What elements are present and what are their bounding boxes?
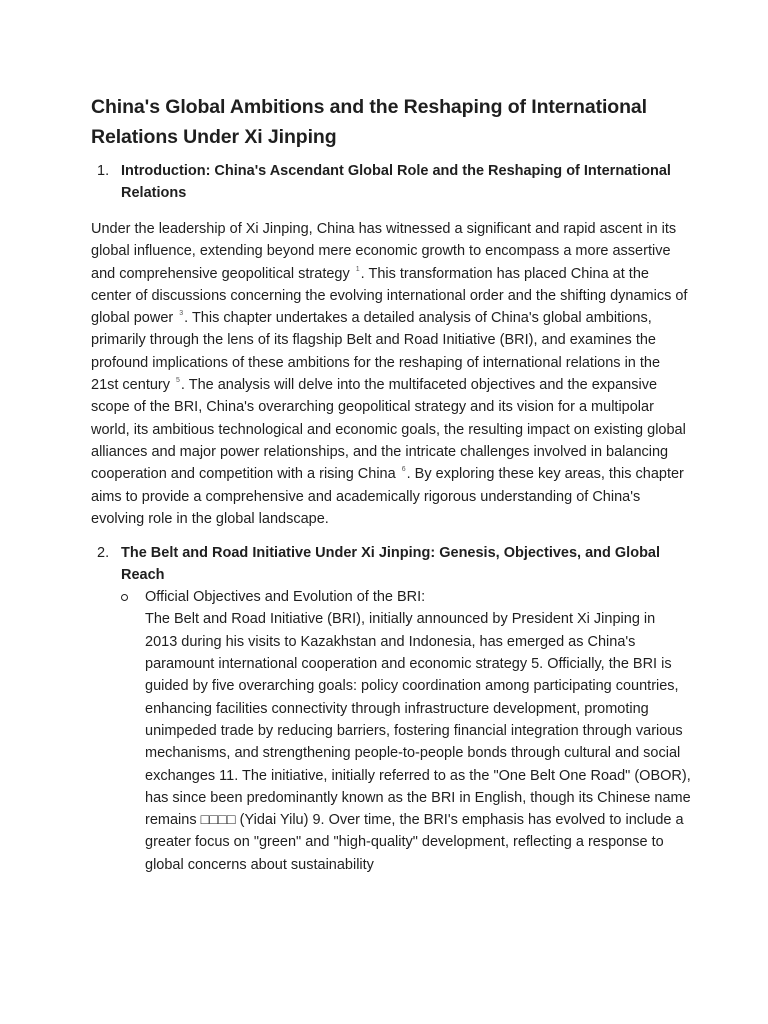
- section-1-title: Introduction: China's Ascendant Global Role and the Reshaping of International Relations: [121, 163, 671, 201]
- footnote-ref-1: 1: [355, 265, 360, 273]
- section-1-number: 1.: [97, 163, 110, 179]
- footnote-ref-3: 3: [179, 310, 184, 318]
- subitem-body: [145, 586, 691, 876]
- section-2-title: The Belt and Road Initiative Under Xi Jinping: Genesis, Objectives, and Global Reach: [121, 545, 661, 584]
- hollow-circle-bullet-icon: [121, 586, 145, 608]
- document-title: China's Global Ambitions and the Reshaping of International Relations Under Xi Jinping: [91, 96, 647, 148]
- section-2-heading: [91, 542, 691, 586]
- intro-text-4: . The analysis will delve into the multifaceted objectives and the expansive scope of the BRI, China's overarching geopolitical strategy and its vision for a multipolar world, its ambitious technological and economic goals, the resulting impact on existing global alliances and major power relationships, and the intricate challenges involved in balancing cooperation and competition with a rising China: [91, 377, 686, 483]
- subitem-text: The Belt and Road Initiative (BRI), initially announced by President Xi Jinping in 2013 during his visits to Kazakhstan and Indonesia, has emerged as China's paramount international cooperation and economic strategy 5. Officially, the BRI is guided by five overarching goals: policy coordination among participating countries, enhancing facilities connectivity through infrastructure development, promoting unimpeded trade by reducing barriers, fostering financial integration through various mechanisms, and strengthening people-to-people bonds through cultural and social exchanges 11. The initiative, initially referred to as the "One Belt One Road" (OBOR), has since been predominantly known as the BRI in English, though its Chinese name remains □□□□ (Yidai Yilu) 9. Over time, the BRI's emphasis has evolved to include a greater focus on "green" and "high-quality" development, reflecting a response to global concerns about sustainability: [145, 611, 691, 873]
- intro-text-3: . This chapter undertakes a detailed analysis of China's global ambitions, primarily through the lens of its flagship Belt and Road Initiative (BRI), and examines the profound implications of these ambitions for the reshaping of international relations in the 21st century: [91, 310, 661, 394]
- intro-text-2: . This transformation has placed China at the center of discussions concerning the evolving international order and the shifting dynamics of global power: [91, 265, 688, 327]
- list-item: [121, 586, 691, 876]
- section-2-number: 2.: [97, 545, 110, 562]
- intro-paragraph: [91, 218, 691, 530]
- footnote-ref-6: 6: [401, 466, 406, 474]
- footnote-ref-5: 5: [176, 377, 180, 385]
- intro-text-1: Under the leadership of Xi Jinping, China has witnessed a significant and rapid ascent in its global influence, extending beyond mere economic growth to encompass a more assertive and comprehensive geopolitical strategy: [91, 221, 677, 282]
- subitem-label: Official Objectives and Evolution of the BRI:: [145, 589, 426, 606]
- document-page: [91, 92, 691, 876]
- intro-text-5: . By exploring these key areas, this chapter aims to provide a comprehensive and academically rigorous understanding of China's evolving role in the global landscape.: [91, 466, 684, 527]
- section-1-heading: [91, 160, 691, 204]
